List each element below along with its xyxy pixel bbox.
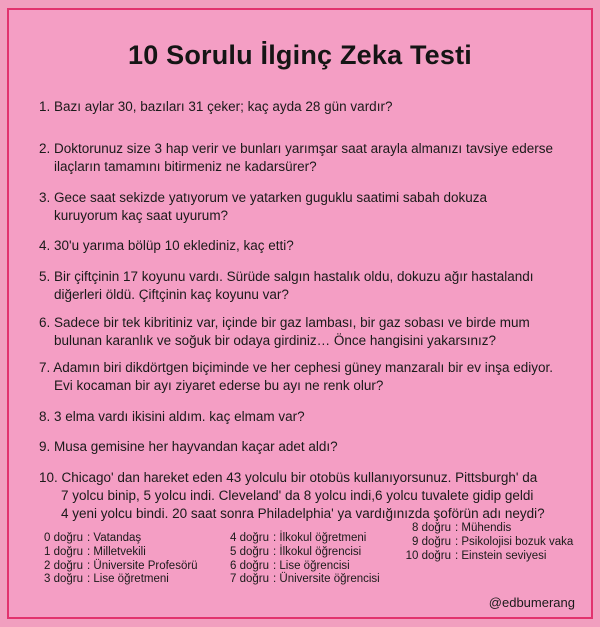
question-6 [39, 314, 584, 350]
question-line: ilaçların tamamını bitirmeniz ne kadarsürer? [54, 159, 317, 174]
score-row [213, 532, 380, 546]
score-rank: : İlkokul öğrencisi [273, 545, 362, 558]
score-row [213, 573, 380, 587]
question-line: Evi kocaman bir ayı ziyaret ederse bu ayı ne renk olur? [54, 378, 384, 393]
question-line: 1. Bazı aylar 30, bazıları 31 çeker; kaç ayda 28 gün vardır? [39, 99, 393, 114]
score-count: 10 doğru [405, 549, 451, 562]
page-title: 10 Sorulu İlginç Zeka Testi [128, 40, 472, 70]
question-line: 4 yeni yolcu bindi. 20 saat sonra Philadelphia' ya vardığınızda şoförün adı neydi? [61, 506, 545, 521]
score-rank: : Milletvekili [87, 545, 146, 558]
question-line: 6. Sadece bir tek kibritiniz var, içinde bir gaz lambası, bir gaz sobası ve birde mum [39, 315, 530, 330]
question-line: bulunan karanlık ve soğuk bir odaya girdiniz… Önce hangisini yakarsınız? [54, 333, 496, 348]
score-rank: : Üniversite Profesörü [87, 559, 198, 572]
question-line: 2. Doktorunuz size 3 hap verir ve bunları yarımşar saat arayla almanızı tavsiye ederse [39, 141, 553, 156]
score-count: 2 doğru [43, 559, 83, 572]
question-7 [39, 359, 584, 395]
question-line: 9. Musa gemisine her hayvandan kaçar adet aldı? [39, 439, 338, 454]
question-line: 7 yolcu binip, 5 yolcu indi. Cleveland' da 8 yolcu indi,6 yolcu tuvalete gidip geldi [61, 488, 534, 503]
score-rank: : Lise öğrencisi [273, 559, 350, 572]
score-rank: : Vatandaş [87, 532, 142, 544]
score-legend-column-1 [25, 532, 198, 587]
score-count: 3 doğru [43, 573, 83, 586]
author-handle: @edbumerang [488, 595, 575, 610]
score-rank: : Psikolojisi bozuk vaka [455, 535, 574, 548]
question-3 [39, 189, 584, 225]
question-9 [39, 438, 584, 456]
score-count: 9 doğru [411, 535, 451, 548]
score-row [25, 546, 198, 560]
score-count: 0 doğru [43, 532, 83, 544]
question-line: 7. Adamın biri dikdörtgen biçiminde ve her cephesi güney manzaralı bir ev inşa ediyor. [39, 360, 554, 375]
score-count: 5 doğru [229, 545, 269, 558]
question-line: 3. Gece saat sekizde yatıyorum ve yatarken guguklu saatimi sabah dokuza [39, 190, 487, 205]
score-rank: : Einstein seviyesi [455, 549, 547, 562]
score-count: 7 doğru [229, 573, 269, 586]
question-1 [39, 98, 584, 116]
score-legend-column-3 [395, 522, 573, 563]
question-5 [39, 268, 584, 304]
score-rank: : Mühendis [455, 522, 512, 534]
score-row [25, 573, 198, 587]
question-line: 4. 30'u yarıma bölüp 10 eklediniz, kaç etti? [39, 238, 294, 253]
score-rank: : İlkokul öğretmeni [273, 532, 367, 544]
quiz-card [7, 8, 593, 619]
score-count: 6 doğru [229, 559, 269, 572]
score-row [395, 550, 573, 564]
question-line: 5. Bir çiftçinin 17 koyunu vardı. Sürüde salgın hastalık oldu, dokuzu ağır hastalandı [39, 269, 534, 284]
score-rank: : Üniversite öğrencisi [273, 573, 380, 586]
question-line: 10. Chicago' dan hareket eden 43 yolculu bir otobüs kullanıyorsunuz. Pittsburgh' da [39, 470, 538, 485]
score-count: 8 doğru [411, 522, 451, 534]
question-line: diğerleri öldü. Çiftçinin kaç koyunu var? [54, 287, 289, 302]
score-count: 4 doğru [229, 532, 269, 544]
score-legend-column-2 [213, 532, 380, 587]
question-10 [39, 469, 584, 523]
score-row [395, 536, 573, 550]
score-count: 1 doğru [43, 545, 83, 558]
score-row [25, 560, 198, 574]
question-2 [39, 140, 584, 176]
score-row [25, 532, 198, 546]
score-row [395, 522, 573, 536]
question-4 [39, 237, 584, 255]
score-rank: : Lise öğretmeni [87, 573, 169, 586]
question-line: 8. 3 elma vardı ikisini aldım. kaç elmam var? [39, 409, 305, 424]
question-line: kuruyorum kaç saat uyurum? [54, 208, 229, 223]
question-8 [39, 408, 584, 426]
score-row [213, 560, 380, 574]
score-row [213, 546, 380, 560]
